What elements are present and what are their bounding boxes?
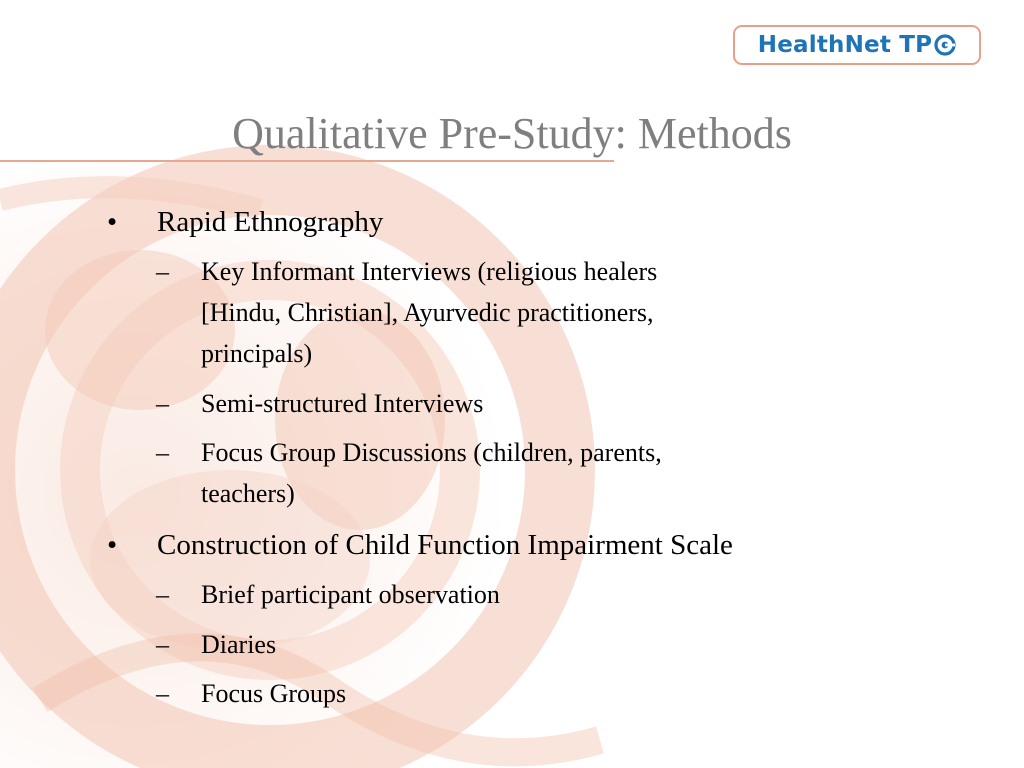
sub-bullet-text: teachers) xyxy=(201,479,295,508)
sub-bullet-text: Brief participant observation xyxy=(201,580,500,609)
sub-bullet-text: Focus Groups xyxy=(201,679,347,708)
sub-bullet-text: Key Informant Interviews (religious healers xyxy=(201,257,658,286)
bullet-marker: • xyxy=(107,529,118,561)
bullet-text: Rapid Ethnography xyxy=(157,206,384,238)
logo-text: HealthNet TP xyxy=(757,32,933,58)
sub-bullet-marker: – xyxy=(156,438,169,467)
sub-bullet-text: [Hindu, Christian], Ayurvedic practitioners, xyxy=(201,298,654,327)
sub-bullet-text: Focus Group Discussions (children, parents, xyxy=(201,438,662,467)
sub-bullet-marker: – xyxy=(156,257,169,286)
sub-bullet-marker: – xyxy=(156,389,169,418)
sub-bullet-marker: – xyxy=(156,630,169,659)
sub-bullet-marker: – xyxy=(156,679,169,708)
bullet-marker: • xyxy=(107,206,118,238)
sub-bullet-marker: – xyxy=(156,580,169,609)
sub-bullet-text: principals) xyxy=(201,339,313,368)
slide-title: Qualitative Pre-Study: Methods xyxy=(232,109,792,158)
bullet-text: Construction of Child Function Impairment Scale xyxy=(157,529,733,561)
sub-bullet-text: Semi-structured Interviews xyxy=(201,389,484,418)
sub-bullet-text: Diaries xyxy=(201,630,277,659)
